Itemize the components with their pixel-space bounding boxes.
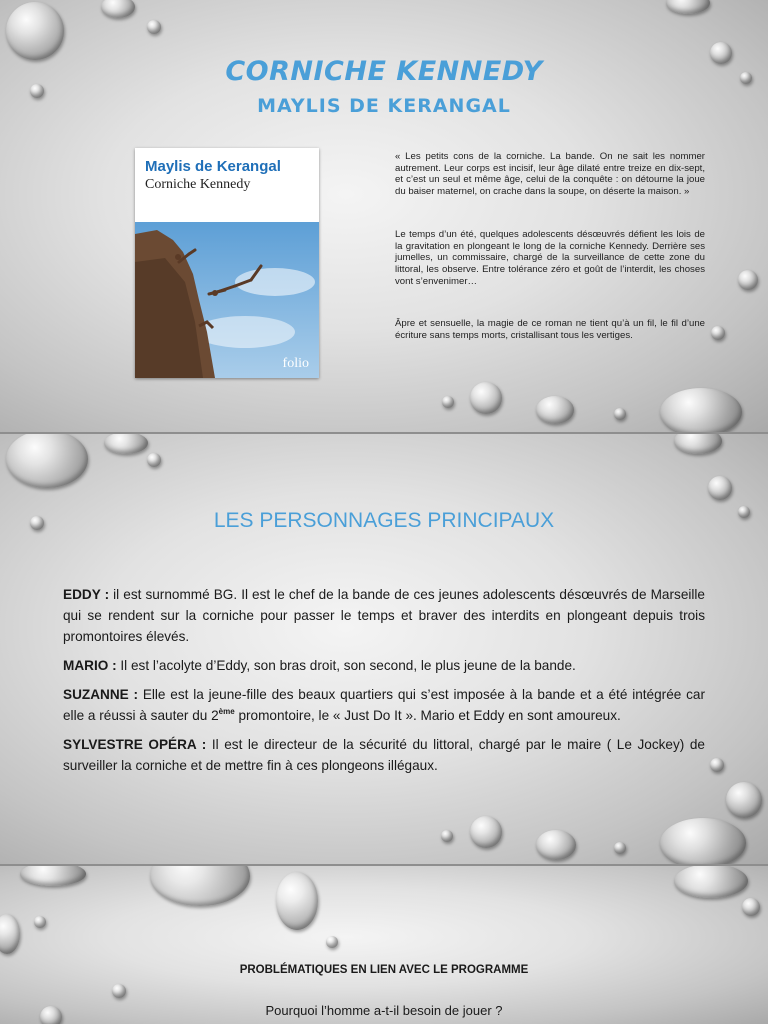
- water-drop: [6, 434, 88, 488]
- slide-problematics: [0, 866, 768, 1024]
- characters-list: [63, 584, 705, 784]
- water-drop: [738, 270, 758, 290]
- water-drop: [112, 984, 126, 998]
- characters-heading: LES PERSONNAGES PRINCIPAUX: [213, 509, 555, 532]
- superscript: ème: [218, 707, 235, 716]
- character-name: EDDY :: [63, 587, 110, 602]
- water-drop: [101, 0, 135, 18]
- problematics-heading: PROBLÉMATIQUES EN LIEN AVEC LE PROGRAMME: [239, 964, 529, 976]
- cover-publisher: folio: [282, 356, 309, 371]
- book-quote: « Les petits cons de la corniche. La bande. On ne sait les nommer autrement. Leur corps est incisif, leur âge dilaté entre treize en dix-sept, et c’est un seul et même âge, celui de la conquête : on détourne la joue du baiser maternel, on crache dans la soupe, on déserte la maison. »: [395, 151, 705, 198]
- water-drop: [104, 434, 148, 454]
- water-drop: [150, 866, 250, 906]
- book-title: CORNICHE KENNEDY: [225, 56, 543, 87]
- character-suzanne: [63, 684, 705, 726]
- water-drop: [470, 816, 502, 848]
- character-sylvestre: [63, 734, 705, 776]
- water-drop: [6, 2, 64, 60]
- water-drop: [660, 388, 742, 432]
- water-drop: [726, 782, 762, 818]
- cover-cloud: [195, 316, 295, 348]
- character-name: SYLVESTRE OPÉRA :: [63, 737, 207, 752]
- cover-diver-head: [175, 254, 181, 260]
- cover-jumper-head: [212, 290, 218, 296]
- water-drop: [441, 830, 453, 842]
- book-author: MAYLIS DE KERANGAL: [257, 95, 511, 117]
- character-description: Elle est la jeune-fille des beaux quartiers qui s’est imposée à la bande et a été intégrée car elle a réussi à sauter du 2: [63, 687, 705, 723]
- water-drop: [708, 476, 732, 500]
- character-description-end: promontoire, le « Just Do It ». Mario et Eddy en sont amoureux.: [234, 708, 621, 723]
- character-description: Il est l’acolyte d’Eddy, son bras droit, son second, le plus jeune de la bande.: [116, 658, 576, 673]
- water-drop: [711, 326, 725, 340]
- cover-illustration: [135, 222, 319, 378]
- water-drop: [614, 842, 626, 854]
- character-description: Il est le directeur de la sécurité du littoral, chargé par le maire ( Le Jockey) de surveiller la corniche et de mettre fin à ces plongeons illégaux.: [63, 737, 705, 773]
- water-drop: [536, 396, 574, 424]
- character-mario: [63, 655, 705, 676]
- water-drop: [674, 866, 748, 898]
- water-drop: [20, 866, 86, 886]
- slide-characters: [0, 434, 768, 864]
- water-drop: [470, 382, 502, 414]
- water-drop: [742, 898, 760, 916]
- water-drop: [442, 396, 454, 408]
- water-drop: [326, 936, 338, 948]
- book-summary: Le temps d’un été, quelques adolescents désœuvrés défient les lois de la gravitation en plongeant le long de la corniche Kennedy. Derrière ses jumelles, un commissaire, chargé de la surveillance de cette zone du littoral, les observe. Entre tolérance zéro et goût de l’interdit, les choses vont s’envenimer…: [395, 229, 705, 287]
- water-drop: [710, 758, 724, 772]
- water-drop: [147, 20, 161, 34]
- water-drop: [666, 0, 710, 14]
- water-drop: [674, 434, 722, 454]
- book-cover: [135, 148, 319, 378]
- slide-book-presentation: [0, 0, 768, 432]
- water-drop: [660, 818, 746, 864]
- water-drop: [536, 830, 576, 860]
- water-drop: [147, 453, 161, 467]
- character-name: SUZANNE :: [63, 687, 139, 702]
- problematics-question: Pourquoi l’homme a-t-il besoin de jouer ?: [265, 1003, 503, 1018]
- character-eddy: [63, 584, 705, 647]
- water-drop: [614, 408, 626, 420]
- book-closing: Âpre et sensuelle, la magie de ce roman ne tient qu’à un fil, le fil d’une écriture sans temps morts, cristallisant tous les vertiges.: [395, 318, 705, 341]
- water-drop: [34, 916, 46, 928]
- cover-author: Maylis de Kerangal: [145, 158, 281, 175]
- cover-title: Corniche Kennedy: [145, 177, 251, 192]
- water-drop: [276, 872, 318, 930]
- water-drop: [0, 914, 20, 954]
- character-name: MARIO :: [63, 658, 117, 673]
- character-description: il est surnommé BG. Il est le chef de la bande de ces jeunes adolescents désœuvrés de Marseille qui se rendent sur la corniche pour passer le temps et braver des interdits en plongeant depuis trois promontoires élevés.: [63, 587, 705, 644]
